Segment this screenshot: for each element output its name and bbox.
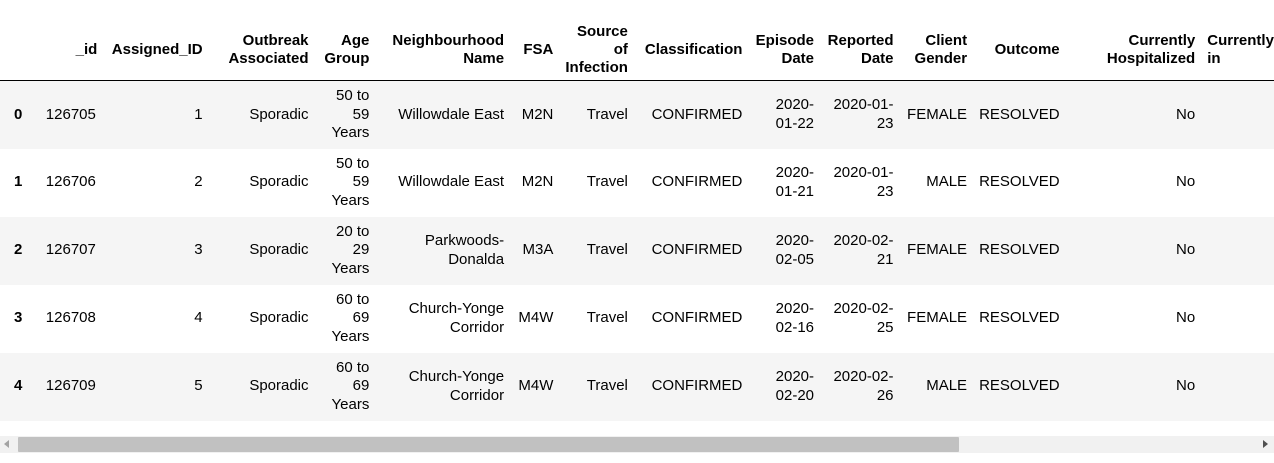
cell-episode-date: 2020-01-22 <box>775 96 815 132</box>
cell-id: 126708 <box>45 309 96 327</box>
cell-outbreak-associated: Sporadic <box>249 309 309 327</box>
cell-id: 126706 <box>45 173 96 191</box>
cell-reported-date: 2020-02-26 <box>833 368 894 404</box>
cell-source-of-infection: Travel <box>586 241 628 259</box>
cell-source-of-infection: Travel <box>586 377 628 395</box>
cell-currently-hospitalized: No <box>1176 105 1196 123</box>
header-row <box>0 20 1274 81</box>
cell-currently-in <box>1201 285 1274 353</box>
cell-assigned-id: 3 <box>194 241 203 259</box>
cell-source-of-infection: Travel <box>586 173 628 191</box>
cell-fsa: M2N <box>521 105 554 123</box>
cell-assigned-id: 4 <box>194 309 203 327</box>
header-assigned-id: Assigned_ID <box>103 20 208 81</box>
cell-currently-hospitalized: No <box>1176 377 1196 395</box>
cell-currently-hospitalized: No <box>1176 173 1196 191</box>
cell-neighbourhood-name: Willowdale East <box>398 105 505 123</box>
cell-neighbourhood-name: Church-Yonge Corridor <box>408 300 505 336</box>
cell-outcome: RESOLVED <box>979 377 1060 395</box>
cell-outcome: RESOLVED <box>979 241 1060 259</box>
cell-client-gender: FEMALE <box>907 309 968 327</box>
horizontal-scrollbar[interactable] <box>0 436 1274 453</box>
header-age-group: Age Group <box>315 20 376 81</box>
cell-outbreak-associated: Sporadic <box>249 377 309 395</box>
cell-client-gender: MALE <box>926 173 968 191</box>
cell-outcome: RESOLVED <box>979 173 1060 191</box>
cell-source-of-infection: Travel <box>586 309 628 327</box>
dataframe-table <box>0 20 1274 421</box>
cell-outcome: RESOLVED <box>979 309 1060 327</box>
cell-episode-date: 2020-02-05 <box>775 232 815 268</box>
header-classification: Classification <box>634 20 749 81</box>
cell-index: 0 <box>14 105 23 123</box>
cell-episode-date: 2020-02-20 <box>775 368 815 404</box>
cell-neighbourhood-name: Church-Yonge Corridor <box>408 368 505 404</box>
header-neighbourhood-name: Neighbourhood Name <box>375 20 510 81</box>
cell-neighbourhood-name: Parkwoods-Donalda <box>424 232 505 268</box>
cell-source-of-infection: Travel <box>586 105 628 123</box>
cell-currently-in <box>1201 217 1274 285</box>
header-reported-date: Reported Date <box>820 20 900 81</box>
cell-age-group: 60 to 69 Years <box>331 291 370 345</box>
cell-assigned-id: 5 <box>194 377 203 395</box>
cell-reported-date: 2020-01-23 <box>833 96 894 132</box>
cell-classification: CONFIRMED <box>651 377 743 395</box>
cell-outbreak-associated: Sporadic <box>249 173 309 191</box>
cell-age-group: 60 to 69 Years <box>331 359 370 413</box>
header-episode-date: Episode Date <box>748 20 820 81</box>
cell-client-gender: MALE <box>926 377 968 395</box>
cell-client-gender: FEMALE <box>907 241 968 259</box>
scroll-right-arrow-icon[interactable] <box>1263 440 1268 448</box>
cell-episode-date: 2020-02-16 <box>775 300 815 336</box>
cell-age-group: 50 to 59 Years <box>331 155 370 209</box>
header-outcome: Outcome <box>973 20 1066 81</box>
cell-reported-date: 2020-01-23 <box>833 164 894 200</box>
header-index <box>0 20 36 81</box>
cell-outbreak-associated: Sporadic <box>249 241 309 259</box>
header-currently-in: Currently in <box>1201 20 1274 81</box>
cell-fsa: M4W <box>518 309 554 327</box>
cell-currently-in <box>1201 149 1274 217</box>
cell-assigned-id: 2 <box>194 173 203 191</box>
cell-fsa: M2N <box>521 173 554 191</box>
cell-age-group: 20 to 29 Years <box>331 223 370 277</box>
cell-index: 2 <box>14 241 23 259</box>
cell-id: 126705 <box>45 105 96 123</box>
table-row <box>0 285 1274 353</box>
cell-index: 1 <box>14 173 23 191</box>
cell-neighbourhood-name: Willowdale East <box>398 173 505 191</box>
cell-classification: CONFIRMED <box>651 105 743 123</box>
cell-outbreak-associated: Sporadic <box>249 105 309 123</box>
cell-fsa: M3A <box>522 241 554 259</box>
cell-outcome: RESOLVED <box>979 105 1060 123</box>
cell-assigned-id: 1 <box>194 105 203 123</box>
scrollbar-thumb[interactable] <box>18 437 959 452</box>
cell-currently-in <box>1201 353 1274 421</box>
table-row <box>0 81 1274 149</box>
cell-reported-date: 2020-02-21 <box>833 232 894 268</box>
table-body <box>0 81 1274 421</box>
cell-id: 126709 <box>45 377 96 395</box>
header-fsa: FSA <box>510 20 559 81</box>
cell-fsa: M4W <box>518 377 554 395</box>
cell-currently-hospitalized: No <box>1176 241 1196 259</box>
cell-classification: CONFIRMED <box>651 173 743 191</box>
header-outbreak-associated: Outbreak Associated <box>209 20 315 81</box>
cell-episode-date: 2020-01-21 <box>775 164 815 200</box>
table-row <box>0 217 1274 285</box>
cell-id: 126707 <box>45 241 96 259</box>
cell-age-group: 50 to 59 Years <box>331 87 370 141</box>
header-currently-hospitalized: Currently Hospitalized <box>1066 20 1202 81</box>
cell-classification: CONFIRMED <box>651 309 743 327</box>
scroll-left-arrow-icon[interactable] <box>4 440 9 448</box>
header-source-of-infection: Source of Infection <box>559 20 633 81</box>
header-client-gender: Client Gender <box>900 20 974 81</box>
cell-index: 4 <box>14 377 23 395</box>
table-row <box>0 149 1274 217</box>
cell-classification: CONFIRMED <box>651 241 743 259</box>
cell-currently-in <box>1201 81 1274 149</box>
cell-index: 3 <box>14 309 23 327</box>
cell-client-gender: FEMALE <box>907 105 968 123</box>
header-id: _id <box>36 20 104 81</box>
cell-currently-hospitalized: No <box>1176 309 1196 327</box>
cell-reported-date: 2020-02-25 <box>833 300 894 336</box>
table-row <box>0 353 1274 421</box>
